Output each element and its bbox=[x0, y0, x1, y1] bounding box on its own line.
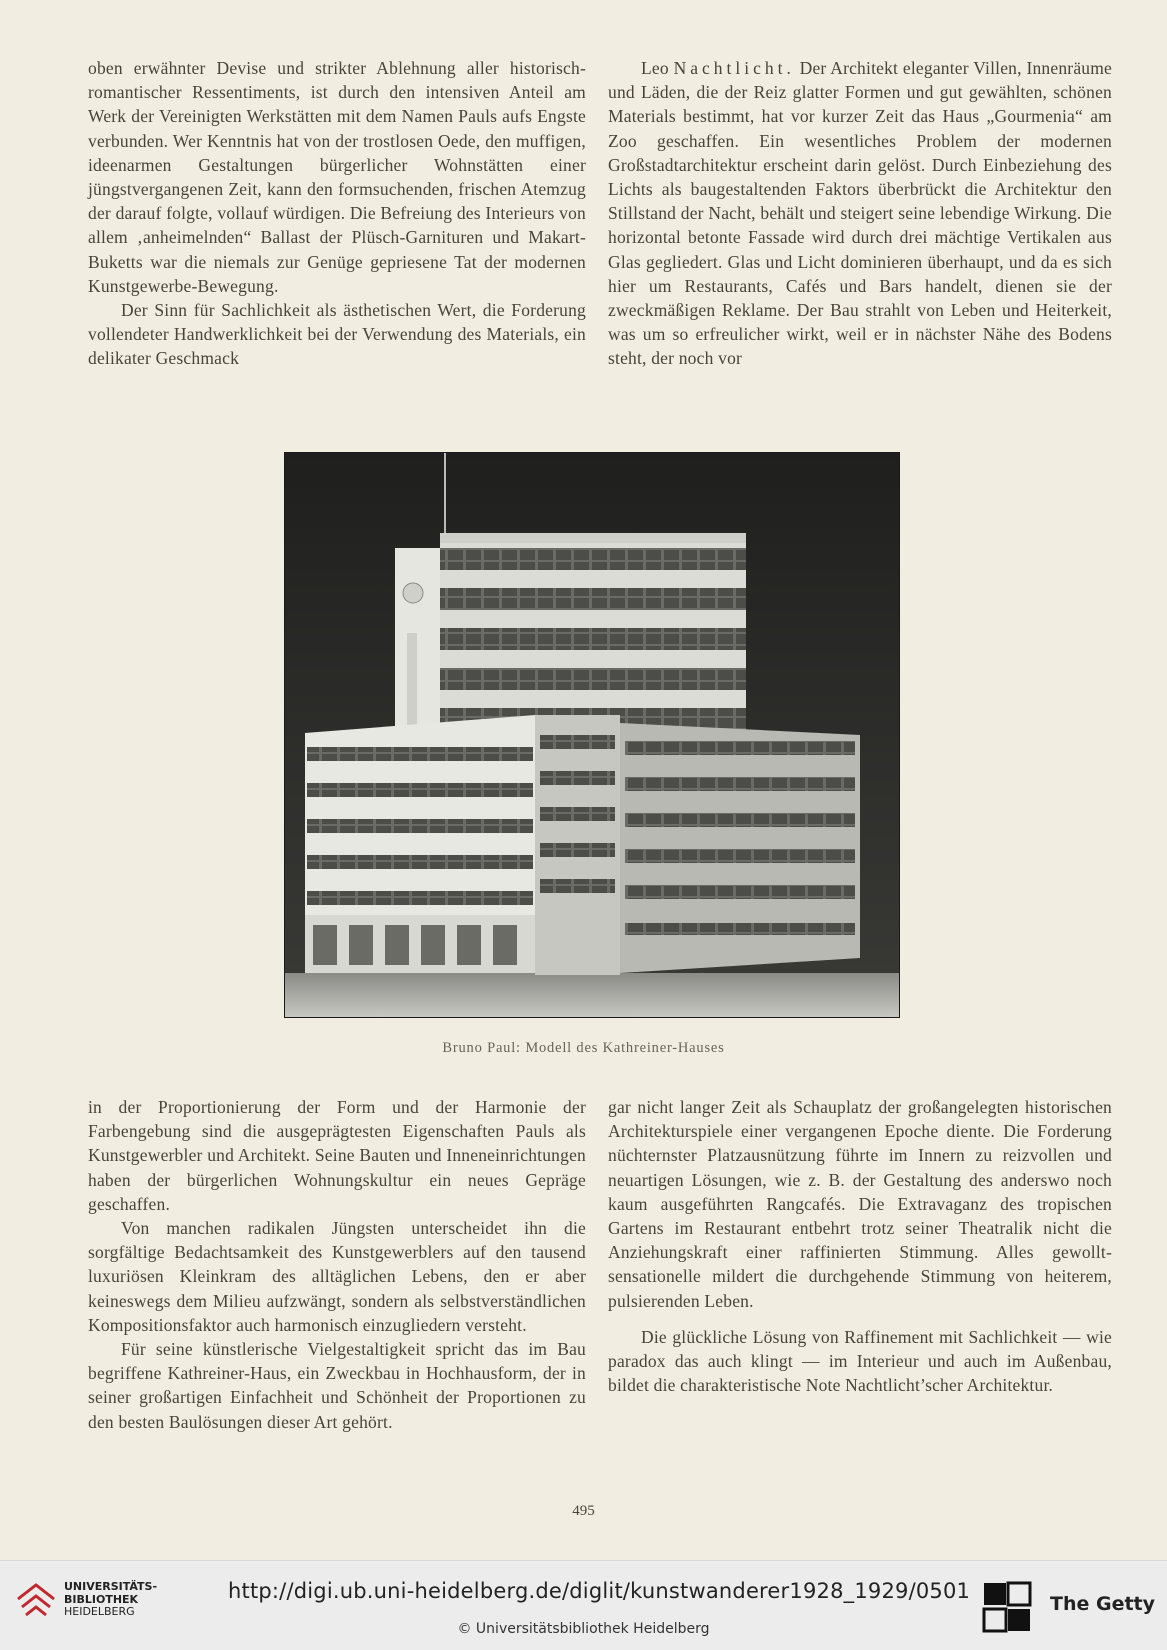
text-column-bottom-left bbox=[88, 1095, 586, 1434]
text-column-top-left bbox=[88, 56, 586, 371]
paragraph: oben erwähnter Devise und strikter Ablehnung aller historisch-romantischer Ressentiments, ist durch den intensiven Anteil am Werk der Vereinigten Werkstätten mit dem Namen Pauls aufs Engste verbunden. Wer Kenntnis hat von der trostlosen Oede, den muffigen, ideenarmen Gestaltungen bürgerlicher Wohnstätten einer jüngstvergangenen Zeit, kann den formsuchenden, frischen Atemzug der darauf folgte, vollauf würdigen. Die Befreiung des Interieurs von allem ‚anheimelnden“ Ballast der Plüsch-Garnituren und Makart-Buketts war die niemals zur Genüge gepriesene Tat der modernen Kunstgewerbe-Bewegung. bbox=[88, 58, 586, 296]
paragraph: Von manchen radikalen Jüngsten unterscheidet ihn die sorgfältige Bedachtsamkeit des Kunstgewerblers auf den tausend luxuriösen Kleinkram des alltäglichen Lebens, den er aber keineswegs dem Milieu aufzwängt, sondern als selbstverständlichen Kompositionsfaktor auch harmonisch einzugliedern versteht. bbox=[88, 1218, 586, 1335]
text-column-top-right bbox=[608, 56, 1112, 371]
copyright-notice: © Universitätsbibliothek Heidelberg bbox=[457, 1621, 710, 1637]
author-first-name: Leo bbox=[641, 58, 669, 78]
paragraph: Die glückliche Lösung von Raffinement mit Sachlichkeit — wie paradox das auch klingt — im Interieur und auch im Außenbau, bildet die charakteristische Note Nachtlicht’scher Architektur. bbox=[608, 1326, 1112, 1396]
paragraph-text: Der Architekt eleganter Villen, Innenräume und Läden, die der Reiz glatter Formen und gut gewählten, schönen Materials bestimmt, hat vor kurzer Zeit das Haus „Gourmenia“ am Zoo geschaffen. Ein wesentliches Problem der modernen Großstadtarchitektur erscheint darin gelöst. Durch Einbeziehung des Lichts als baugestaltenden Faktors überbrückt die Architektur den Stillstand der Nacht, behält und steigert seine lebendige Wirkung. Die horizontal betonte Fassade wird durch drei mächtige Vertikalen aus Glas gegliedert. Glas und Licht dominieren überhaupt, und da es sich hier um Restaurants, Cafés und Bars handelt, dienen sie der zweckmäßigen Reklame. Der Bau strahlt von Leben und Heiterkeit, was um so erfreulicher wirkt, weil er in nächster Nähe des Bodens steht, der noch vor bbox=[608, 58, 1113, 369]
permalink-url[interactable]: http://digi.ub.uni-heidelberg.de/diglit/kunstwanderer1928_1929/0501 bbox=[228, 1579, 971, 1603]
text-column-bottom-right bbox=[608, 1095, 1112, 1397]
university-library-name: UNIVERSITÄTS- BIBLIOTHEK HEIDELBERG bbox=[64, 1580, 158, 1618]
building-illustration bbox=[285, 453, 899, 1017]
paragraph: Der Sinn für Sachlichkeit als ästhetischen Wert, die Forderung vollendeter Handwerklichkeit bei der Verwendung des Materials, ein delikater Geschmack bbox=[88, 300, 586, 369]
page-number: 495 bbox=[572, 1503, 595, 1519]
getty-name: The Getty bbox=[1050, 1593, 1156, 1615]
figure-caption: Bruno Paul: Modell des Kathreiner-Hauses bbox=[442, 1040, 725, 1056]
getty-logo-icon bbox=[982, 1581, 1032, 1633]
viewer-footer bbox=[0, 1560, 1167, 1650]
paragraph bbox=[608, 56, 1112, 371]
paragraph: Für seine künstlerische Vielgestaltigkeit spricht das im Bau begriffene Kathreiner-Haus, ein Zweckbau in Hochhausform, der in seiner großartigen Einfachheit und Schönheit der Proportionen zu den besten Baulösungen dieser Art gehört. bbox=[88, 1339, 586, 1432]
paragraph: in der Proportionierung der Form und der Harmonie der Farbengebung sind die ausgeprägtesten Eigenschaften Pauls als Kunstgewerbler und Architekt. Seine Bauten und Inneneinrichtungen haben der bürgerlichen Wohnungskultur ein neues Gepräge geschaffen. bbox=[88, 1097, 586, 1214]
building-model-photo bbox=[284, 452, 900, 1018]
author-last-name: Nachtlicht. bbox=[673, 58, 795, 78]
paragraph: gar nicht langer Zeit als Schauplatz der großangelegten historischen Architekturspiele einer vergangenen Epoche diente. Die Forderung nüchternster Platzausnützung führte im Innern zu reizvollen und neuartigen Lösungen, wie z. B. der Gestaltung des anderswo noch kaum ausgeführten Rangcafés. Die Extravaganz des tropischen Gartens im Restaurant entbehrt trotz seiner Theatralik nicht die Anziehungskraft einer raffinierten Stimmung. Alles gewollt-sensationelle mildert die durchgehende Stimmung von heiterem, pulsierenden Leben. bbox=[608, 1097, 1112, 1311]
university-library-logo-icon bbox=[12, 1577, 60, 1625]
